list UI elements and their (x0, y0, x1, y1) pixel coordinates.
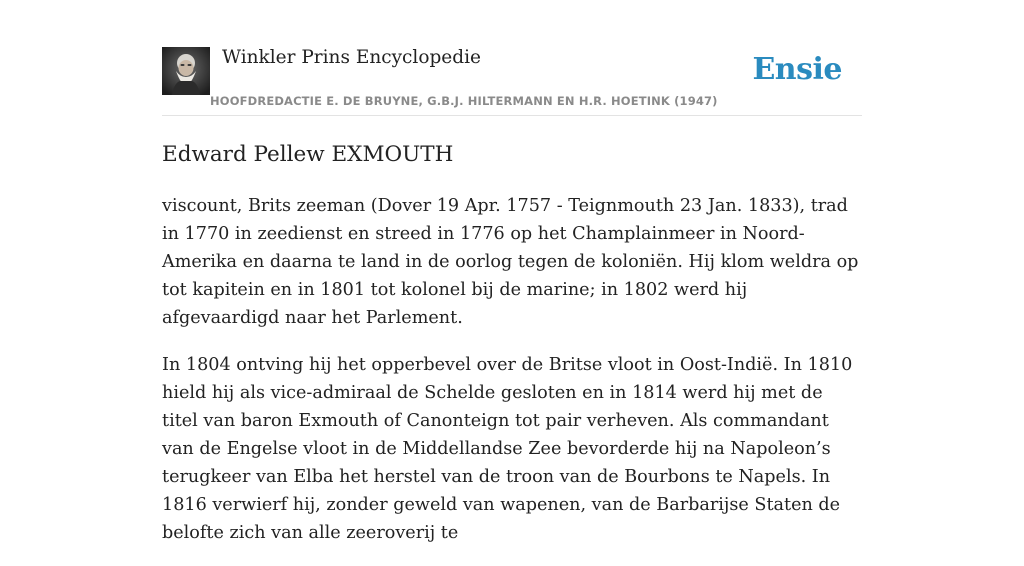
editors-credit: HOOFDREDACTIE E. DE BRUYNE, G.B.J. HILTERMANN EN H.R. HOETINK (1947) (210, 94, 718, 108)
article-title: Edward Pellew EXMOUTH (162, 142, 454, 167)
article-paragraph: In 1804 ontving hij het opperbevel over de Britse vloot in Oost-Indië. In 1810 hield hij als vice-admiraal de Schelde gesloten en in 1814 werd hij met de titel van baron Exmouth of Canonteign tot pair verheven. Als commandant van de Engelse vloot in de Middellandse Zee bevorderde hij na Napoleon’s terugkeer van Elba het herstel van de troon van de Bourbons te Napels. In 1816 verwierf hij, zonder geweld van wapenen, van de Barbarijse Staten de belofte zich van alle zeeroverij te (162, 355, 853, 543)
article-body (162, 192, 862, 566)
encyclopedia-title[interactable]: Winkler Prins Encyclopedie (222, 47, 481, 68)
editor-portrait-avatar[interactable] (162, 47, 210, 95)
ensie-logo-link[interactable]: Ensie (752, 52, 842, 87)
bearded-man-portrait-icon (162, 47, 210, 95)
encyclopedia-header (162, 46, 862, 116)
article-paragraph: viscount, Brits zeeman (Dover 19 Apr. 1757 - Teignmouth 23 Jan. 1833), trad in 1770 in zeedienst en streed in 1776 op het Champlainmeer in Noord-Amerika en daarna te land in de oorlog tegen de koloniën. Hij klom weldra op tot kapitein en in 1801 tot kolonel bij de marine; in 1802 werd hij afgevaardigd naar het Parlement. (162, 196, 859, 328)
